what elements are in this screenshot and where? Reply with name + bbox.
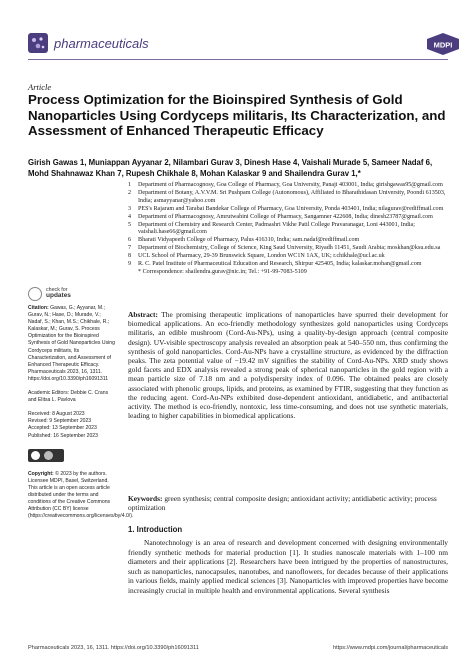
affiliation-text: Department of Pharmacognosy, Amrutwahini College of Pharmacy, Sangamner 422608, India; dinesh23787@gmail.com (138, 213, 433, 220)
editors-block (28, 390, 116, 404)
affiliation-number: 9 (128, 261, 132, 268)
affiliation-number: 6 (128, 237, 132, 244)
check-updates-text (46, 287, 71, 299)
affiliation-item (128, 253, 448, 261)
publisher-logo-text: MDPI (433, 40, 453, 50)
footer-citation: Pharmaceuticals 2023, 16, 1311. https://doi.org/10.3390/ph16091311 (28, 645, 199, 651)
copyright-block (28, 470, 134, 521)
abstract-label: Abstract: (128, 310, 158, 319)
affiliation-number: 7 (128, 245, 132, 252)
check-updates-line2: updates (46, 292, 71, 300)
affiliation-item (128, 190, 448, 206)
keywords-label: Keywords: (128, 494, 163, 503)
affiliation-text: Department of Botany, A.V.V.M. Sri Pushpam College (Autonomous), Affiliated to Bharathidasan University, Poondi 613503, India; asmayyanar@yahoo.com (138, 189, 446, 204)
journal-name: pharmaceuticals (54, 36, 149, 51)
affiliation-text: Bharati Vidyapeeth College of Pharmacy, Palus 416310, India; sam.nadaf@rediffmail.com (138, 237, 360, 244)
mdpi-logo-icon (426, 33, 460, 55)
affiliation-item (128, 214, 448, 222)
check-updates-line1: check for (46, 287, 68, 293)
affiliation-number: 4 (128, 213, 132, 220)
affiliation-number: 1 (128, 182, 132, 188)
article-title: Process Optimization for the Bioinspired Synthesis of Gold Nanoparticles Using Cordyceps militaris, Its Characterization, and Assessment of Enhanced Therapeutic Efficacy (28, 92, 446, 138)
citation-text: Gawas, G.; Ayyanar, M.; Gurav, N.; Hase, D.; Murade, V.; Nadaf, S.; Khan, M.S.; Chikhale, R.; Kalaskar, M.; Gurav, S. Process Optimization for the Bioinspired Synthesis of Gold Nanoparticles Using Cordyceps militaris, Its Characterization, and Assessment of Enhanced Therapeutic Efficacy. Pharmaceuticals 2023, 16, 1311. https://doi.org/10.3390/ph16091311 (28, 305, 115, 382)
editors-label: Academic Editors: (28, 390, 70, 397)
revised-date: Revised: 9 September 2023 (28, 418, 92, 425)
affiliation-text: R. C. Patel Institute of Pharmaceutical Education and Research, Shirpur 425405, India; kalaskar.mohan@gmail.com (138, 261, 422, 268)
accepted-date: Accepted: 13 September 2023 (28, 425, 97, 432)
affiliation-number: 5 (128, 221, 132, 228)
header-divider (28, 59, 448, 60)
copyright-text: © 2023 by the authors. Licensee MDPI, Basel, Switzerland. This article is an open access article distributed under the terms and conditions of the Creative Commons Attribution (CC BY) license (https://creativecommons.org/licenses/by/4.0/). (28, 470, 134, 520)
affiliation-text: Department of Pharmacognosy, Goa College of Pharmacy, Goa University, Panaji 403001, India; girishgawas95@gmail.com (138, 182, 443, 188)
correspondence: * Correspondence: shailendra.gurav@nic.in; Tel.: +91-99-7083-5109 (138, 268, 307, 275)
affiliation-text: Department of Biochemistry, College of Science, King Saud University, Riyadh 11451, Saudi Arabia; moskhan@ksu.edu.sa (138, 245, 441, 252)
affiliation-text: Department of Chemistry and Research Center, Padmashri Vikhe Patil College Pravaranagar, Loni 443001, India; vaishali.hase66@gmail.com (138, 221, 415, 236)
affiliation-number: 2 (128, 189, 132, 196)
affiliation-text: PES's Rajaram and Tarabai Bandekar College of Pharmacy, Goa University, Ponda 403401, India; nilagurav@rediffmail.com (138, 205, 444, 212)
journal-header (28, 33, 453, 55)
editors-names: Debbie C. Crans and Elitsa L. Pavlova (28, 390, 109, 404)
author-list: Girish Gawas 1, Muniappan Ayyanar 2, Nilambari Gurav 3, Dinesh Hase 4, Vaishali Murade 5, Sameer Nadaf 6, Mohd Shahnawaz Khan 7, Rupesh Chikhale 8, Mohan Kalaskar 9 and Shailendra Gurav 1,* (28, 158, 433, 178)
citation-block (28, 305, 116, 383)
citation-label: Citation: (28, 305, 49, 311)
check-updates-icon (28, 287, 42, 301)
abstract (128, 310, 448, 420)
section-heading-introduction: 1. Introduction (128, 525, 183, 534)
footer-journal-link[interactable]: https://www.mdpi.com/journal/pharmaceuticals (332, 645, 448, 651)
affiliation-item (128, 206, 448, 214)
affiliation-item (128, 261, 448, 269)
keywords-text: green synthesis; central composite design; antioxidant activity; antidiabetic activity; process optimization (128, 494, 437, 513)
affiliation-number: 3 (128, 205, 132, 212)
published-date: Published: 16 September 2023 (28, 432, 98, 439)
affiliation-item (128, 245, 448, 253)
introduction-paragraph: Nanotechnology is an area of research and development concerned with designing environmentally friendly synthetic methods for material production [1]. It studies nanoscale materials with 1–100 nm diameters and their applications [2]. Researchers have been intrigued by the properties of nanostructures, such as nanoparticles, nanocapsules, nanotubes, and nanoflowers, for decades because of their applications in various fields, mainly applied medical sciences [3]. Nanoparticles with improved properties have become increasingly crucial in multiple health and environmental applications. Several synthesis (128, 538, 448, 595)
affiliation-list (128, 182, 448, 277)
check-updates-badge[interactable] (28, 286, 108, 302)
journal-logo-icon (28, 33, 48, 53)
dates-block (28, 411, 116, 439)
affiliation-item (128, 182, 448, 190)
article-type: Article (28, 82, 52, 92)
affiliation-number: 8 (128, 253, 132, 260)
affiliation-item (128, 222, 448, 238)
keywords (128, 494, 448, 512)
received-date: Received: 8 August 2023 (28, 411, 85, 418)
article-sidebar (28, 305, 134, 527)
cc-license-icon (28, 449, 64, 462)
abstract-text: The promising therapeutic implications of nanoparticles have spurred their development for biomedical applications. An eco-friendly methodology synthesizes gold nanoparticles using Cordyceps militaris, an edible mushroom (Cord-Au-NPs), using a quality-by-design approach (central composite design). UV-visible spectroscopy analysis revealed an absorption peak at 540–550 nm, thus confirming the synthesis of gold nanoparticles. Cord-Au-NPs have a crystalline structure, as evidenced by the diffraction peaks. The zeta potential value of −19.42 mV signifies the stability of Cord-Au-NPs. XRD study shows gold facets and EDX analysis revealed a strong peak of spherical nanoparticles in the gold region with a mean particle size of 7.18 nm and a polydispersity index of 0.096. The obtained peaks are closely associated with phenolic groups, lipids, and proteins, as examined by FTIR, suggesting that they function as the reducing agent. Cord-Au-NPs exhibited dose-dependent antioxidant, antidiabetic, and antibacterial activity. The method is eco-friendly, nontoxic, less time-consuming, and does not use synthetic materials, leading to higher capabilities in biomedical applications. (128, 310, 448, 421)
affiliation-text: UCL School of Pharmacy, 29-39 Brunswick Square, London WC1N 1AX, UK; r.chikhale@ucl.ac.uk (138, 253, 385, 260)
copyright-label: Copyright: (28, 470, 54, 477)
